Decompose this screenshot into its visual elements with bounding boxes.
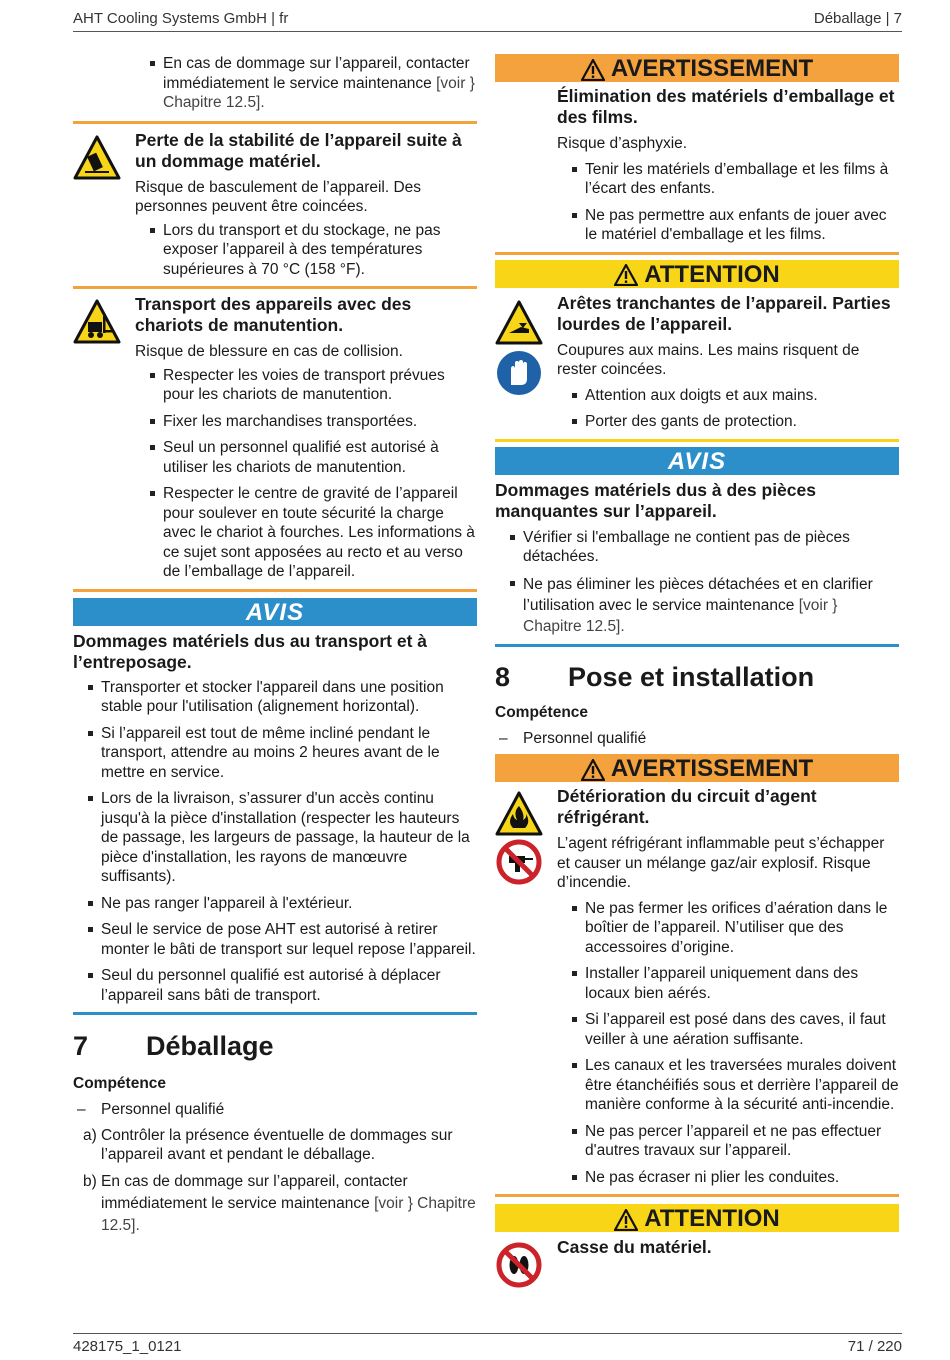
section-number: 8: [495, 661, 511, 692]
caution-title: Arêtes tranchantes de l’appareil. Parties lourdes de l’appareil.: [557, 292, 891, 334]
caution-breakage: [495, 1237, 899, 1297]
competence-label: Compétence: [495, 703, 589, 721]
top-bullet-list: [73, 54, 477, 113]
caution-bullets: [585, 386, 899, 432]
list-item: Respecter les voies de transport prévues pour les chariots de manutention.: [163, 366, 477, 405]
competence-label: Compétence: [73, 1075, 167, 1092]
list-item: Ne pas permettre aux enfants de jouer avec le matériel d'emballage et les films.: [585, 206, 899, 245]
caution-banner: ATTENTION: [495, 1204, 899, 1232]
list-item: Vérifier si l'emballage ne contient pas de pièces détachées.: [523, 528, 899, 567]
section-number: 7: [73, 1031, 89, 1061]
competence-value: – Personnel qualifié: [73, 1100, 477, 1120]
warning-bullets: [585, 160, 899, 245]
notice-missing-parts: [495, 447, 899, 647]
tipping-hazard-icon: [73, 134, 121, 182]
list-item: Seul un personnel qualifié est autorisé à utiliser les chariots de manutention.: [163, 438, 477, 477]
notice-bullets: [523, 528, 899, 637]
warning-bullets: [163, 366, 477, 582]
list-item: Tenir les matériels d’emballage et les films à l’écart des enfants.: [585, 160, 899, 199]
header-right: Déballage | 7: [813, 10, 902, 27]
chapter-link[interactable]: [voir } Chapitre 12.5].: [163, 74, 475, 111]
warning-triangle-icon: [581, 759, 605, 781]
list-item: Transporter et stocker l'appareil dans une position stable pour l'utilisation (alignement horizontal).: [101, 678, 477, 717]
wear-gloves-icon: [495, 349, 543, 397]
section-title: Déballage: [146, 1031, 274, 1061]
notice-title: Dommages matériels dus à des pièces manquantes sur l’appareil.: [495, 479, 816, 521]
warning-triangle-icon: [614, 1209, 638, 1231]
list-item: Ne pas éliminer les pièces détachées et en clarifier l’utilisation avec le service maintenance [voir } Chapitre 12.5].: [523, 574, 899, 637]
list-item: Les canaux et les traversées murales doivent être étanchéifiés sous et derrière l’appareil de manière conforme à la sécurité anti-incendie.: [585, 1057, 899, 1113]
list-item: Respecter le centre de gravité de l’appareil pour soulever en toute sécurité la charge avec le chariot à fourches. Les informations à ce sujet sont apposées au recto et au verso de l’emballage de l’appareil.: [163, 484, 477, 582]
warning-stability: [73, 124, 477, 280]
warning-bullets: [163, 221, 477, 280]
notice-rule: [495, 644, 899, 647]
page-header: [73, 10, 902, 30]
warning-rule: [495, 252, 899, 255]
section-heading: [495, 661, 899, 693]
warning-description: Risque d’asphyxie.: [557, 135, 688, 152]
warning-rule: [73, 589, 477, 592]
warning-forklift: [73, 289, 477, 582]
chapter-link[interactable]: [voir } Chapitre 12.5].: [101, 1194, 476, 1234]
notice-title: Dommages matériels dus au transport et à l’entreposage.: [73, 630, 427, 672]
list-item: Seul du personnel qualifié est autorisé à déplacer l’appareil sans bâti de transport.: [101, 966, 477, 1005]
warning-triangle-icon: [581, 59, 605, 81]
warning-description: Risque de basculement de l’appareil. Des personnes peuvent être coincées.: [135, 178, 422, 215]
caution-description: Coupures aux mains. Les mains risquent de rester coincées.: [557, 341, 860, 378]
list-item: Fixer les marchandises transportées.: [163, 412, 477, 432]
step-a: a) Contrôler la présence éventuelle de dommages sur l’appareil avant et pendant le déballage.: [83, 1126, 453, 1163]
list-item: Lors de la livraison, s’assurer d'un accès continu jusqu'à la pièce d'installation (respecter les hauteurs de passage, les largeurs de passage, la hauteur de la pièce d'installation, les rayons de manœuvre suffisants).: [101, 789, 477, 887]
right-column: [495, 54, 899, 1297]
section-title: Pose et installation: [568, 661, 815, 692]
no-stepping-icon: [495, 1241, 543, 1289]
warning-title: Élimination des matériels d’emballage et des films.: [557, 86, 895, 127]
forklift-hazard-icon: [73, 298, 121, 346]
competence-value: – Personnel qualifié: [495, 729, 899, 749]
header-left: AHT Cooling Systems GmbH | fr: [73, 10, 289, 27]
list-item: Ne pas ranger l'appareil à l'extérieur.: [101, 894, 477, 914]
document-id: 428175_1_0121: [73, 1338, 182, 1355]
warning-packaging: [557, 86, 899, 245]
warning-description: Risque de blessure en cas de collision.: [135, 343, 403, 360]
notice-banner: AVIS: [73, 598, 477, 626]
cut-hazard-icon: [495, 299, 543, 347]
flammable-hazard-icon: [495, 790, 543, 838]
warning-description: L’agent réfrigérant inflammable peut s’échapper et causer un mélange gaz/air explosif. Risque d’incendie.: [557, 835, 885, 891]
caution-banner: ATTENTION: [495, 260, 899, 288]
list-item: Seul le service de pose AHT est autorisé à retirer monter le bâti de transport sur lequel repose l’appareil.: [101, 921, 476, 958]
warning-triangle-icon: [614, 264, 638, 286]
list-item: En cas de dommage sur l’appareil, contacter immédiatement le service maintenance [voir } Chapitre 12.5].: [163, 54, 477, 113]
left-column: [73, 50, 477, 1237]
list-item: Porter des gants de protection.: [585, 412, 899, 432]
list-item: Si l’appareil est tout de même incliné pendant le transport, attendre au moins 2 heures avant de le mettre en service.: [101, 724, 477, 783]
notice-banner: AVIS: [495, 447, 899, 475]
step-b: b) En cas de dommage sur l’appareil, contacter immédiatement le service maintenance [voir } Chapitre 12.5].: [83, 1172, 476, 1234]
chapter-link[interactable]: [voir } Chapitre 12.5].: [523, 596, 838, 635]
notice-rule: [73, 1012, 477, 1015]
warning-title: Transport des appareils avec des chariots de manutention.: [135, 294, 412, 335]
warning-rule: [495, 1194, 899, 1197]
warning-title: Perte de la stabilité de l’appareil suite à un dommage matériel.: [135, 129, 462, 171]
notice-bullets: [101, 678, 477, 1006]
footer-rule: [73, 1333, 902, 1334]
list-item: Ne pas fermer les orifices d’aération dans le boîtier de l’appareil. N’utiliser que des accessoires d’origine.: [585, 899, 899, 958]
notice-transport: [73, 598, 477, 1016]
header-rule: [73, 31, 902, 32]
warning-refrigerant: [495, 786, 899, 1187]
caution-sharp-edges: [495, 293, 899, 432]
warning-title: Détérioration du circuit d’agent réfrigérant.: [557, 786, 817, 827]
list-item: Installer l’appareil uniquement dans des locaux bien aérés.: [585, 964, 899, 1003]
page-number: 71 / 220: [847, 1338, 902, 1355]
warning-banner: AVERTISSEMENT: [495, 754, 899, 782]
warning-bullets: [585, 899, 899, 1188]
caution-rule: [495, 439, 899, 442]
warning-banner: AVERTISSEMENT: [495, 54, 899, 82]
no-drilling-icon: [495, 838, 543, 886]
list-item: Si l’appareil est posé dans des caves, il faut veiller à une aération suffisante.: [585, 1010, 899, 1049]
list-item: Lors du transport et du stockage, ne pas exposer l’appareil à des températures supérieures à 70 °C (158 °F).: [163, 221, 477, 280]
list-item: Ne pas percer l’appareil et ne pas effectuer d'autres travaux sur l’appareil.: [585, 1122, 899, 1161]
section-heading: [73, 1030, 477, 1062]
list-item: Attention aux doigts et aux mains.: [585, 386, 899, 406]
caution-title: Casse du matériel.: [557, 1237, 712, 1257]
list-item: Ne pas écraser ni plier les conduites.: [585, 1168, 899, 1188]
